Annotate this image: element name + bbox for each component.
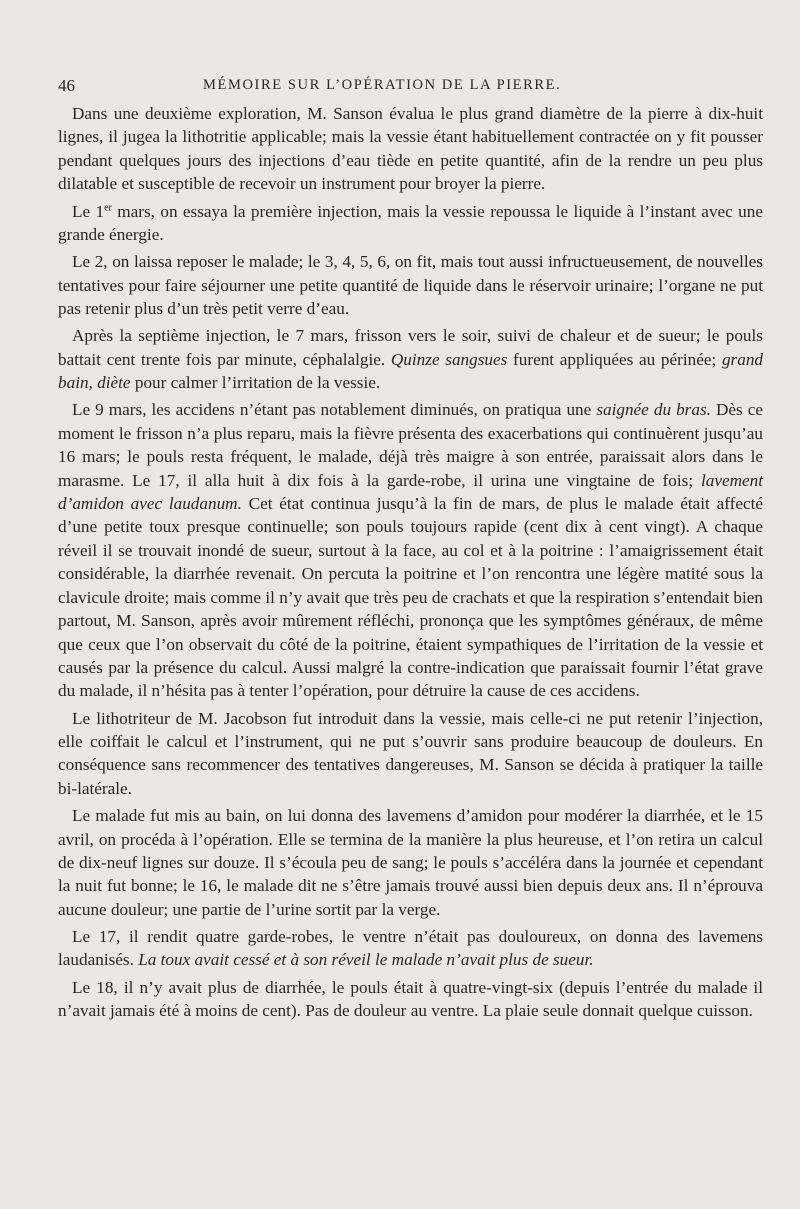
- paragraph-text: Le 18, il n’y avait plus de diarrhée, le pouls était à quatre-vingt-six (depuis l’entrée du malade il n’avait jamais été à moins de cent). Pas de douleur au ventre. La plaie seule donnait quelque cuisson.: [58, 977, 763, 1021]
- paragraph-8: [58, 925, 763, 972]
- paragraph-text: Dans une deuxième exploration, M. Sanson évalua le plus grand diamètre de la pierre à dix-huit lignes, il jugea la lithotritie applicable; mais la vessie étant habituellement contractée on y fit pousser pendant quelques jours des injections d’eau tiède en petite quantité, afin de la rendre un peu plus dilatable et susceptible de recevoir un instrument pour broyer la pierre.: [58, 104, 763, 194]
- paragraph-text: Après la septième injection, le 7 mars, frisson vers le soir, suivi de chaleur et de sueur; le pouls battait cent trente fois par minute, céphalalgie.: [58, 326, 763, 369]
- running-title: MÉMOIRE SUR L’OPÉRATION DE LA PIERRE.: [203, 77, 562, 93]
- paragraph-text: Le malade fut mis au bain, on lui donna des lavemens d’amidon pour modérer la diarrhée, et le 15 avril, on procéda à l’opération. Elle se termina de la manière la plus heureuse, et l’on retira un calcul de dix-neuf lignes sur douze. Il s’écoula peu de sang; le pouls s’accéléra dans la journée et cependant la nuit fut bonne; le 16, le malade dit ne s’être jamais trouvé aussi bien depuis deux ans. Il n’éprouva aucune douleur; une partie de l’urine sortit par la verge.: [58, 806, 763, 919]
- paragraph-1: [58, 102, 763, 196]
- paragraph-7: [58, 804, 763, 921]
- paragraph-text: Le 17, il rendit quatre garde-robes, le ventre n’était pas douloureux, on donna des lavemens laudanisés.: [58, 927, 763, 970]
- ordinal-superscript: er: [104, 201, 112, 213]
- paragraph-text: Le 9 mars, les accidens n’étant pas notablement diminués, on pratiqua une: [72, 400, 597, 420]
- paragraph-text: Le 2, on laissa reposer le malade; le 3, 4, 5, 6, on fit, mais tout aussi infructueusement, de nouvelles tentatives pour faire séjourner une petite quantité de liquide dans le réservoir urinaire; l’organe ne put pas retenir plus d’un très petit verre d’eau.: [58, 252, 763, 319]
- paragraph-text: Cet état continua jusqu’à la fin de mars, de plus le malade était affecté d’une petite toux presque continuelle; son pouls toujours rapide (cent dix à cent vingt). A chaque réveil il se trouvait inondé de sueur, surtout à la face, au col et à la poitrine : l’amaigrissement était considérable, la diarrhée revenait. On percuta la poitrine et l’on rencontra une légère matité sous la clavicule droite; mais comme il n’y avait que très peu de crachats et que la respiration s’entendait bien partout, M. Sanson, après avoir mûrement réfléchi, prononça que les symptômes généraux, de même que ceux que l’on observait du côté de la poitrine, étaient sympathiques de l’irritation de la vessie et causés par la présence du calcul. Aussi malgré la contre-indication que paraissait fournir l’état grave du malade, il n’hésita pas à tenter l’opération, pour détruire la cause de ces accidens.: [58, 494, 763, 701]
- italic-text: saignée du bras.: [596, 400, 711, 420]
- paragraph-text: mars, on essaya la première injection, mais la vessie repoussa le liquide à l’instant avec une grande énergie.: [58, 201, 763, 244]
- paragraph-text: furent appliquées au périnée;: [507, 349, 722, 369]
- paragraph-9: [58, 976, 763, 1023]
- paragraph-text: Le 1: [72, 201, 105, 221]
- paragraph-4: [58, 324, 763, 394]
- paragraph-text: pour calmer l’irritation de la vessie.: [130, 373, 381, 393]
- italic-text: grand bain, diète: [58, 349, 764, 393]
- italic-text: Quinze sangsues: [390, 349, 508, 369]
- paragraph-text: Le lithotriteur de M. Jacobson fut introduit dans la vessie, mais celle-ci ne put retenir l’injection, elle coiffait le calcul et l’instrument, qui ne put s’ouvrir sans produire beaucoup de douleurs. En conséquence sans recommencer des tentatives dangereuses, M. Sanson se décida à pratiquer la taille bi-latérale.: [58, 708, 763, 798]
- italic-text: La toux avait cessé et à son réveil le malade n’avait plus de sueur.: [138, 950, 594, 970]
- paragraph-6: [58, 707, 763, 801]
- page-number: 46: [58, 76, 75, 95]
- italic-text: lavement d’amidon avec laudanum.: [58, 470, 763, 514]
- paragraph-text: Dès ce moment le frisson n’a plus reparu, mais la fièvre présenta des exacerbations qui continuèrent jusqu’au 16 mars; le pouls resta fréquent, le malade, déjà très maigre à son entrée, paraissait alors dans le marasme. Le 17, il alla huit à dix fois à la garde-robe, il urina une vingtaine de fois;: [58, 400, 763, 490]
- page-header: [58, 76, 758, 100]
- paragraph-3: [58, 250, 763, 320]
- paragraph-2: [58, 200, 763, 247]
- paragraph-5: [58, 398, 763, 702]
- body-text: [58, 102, 763, 1026]
